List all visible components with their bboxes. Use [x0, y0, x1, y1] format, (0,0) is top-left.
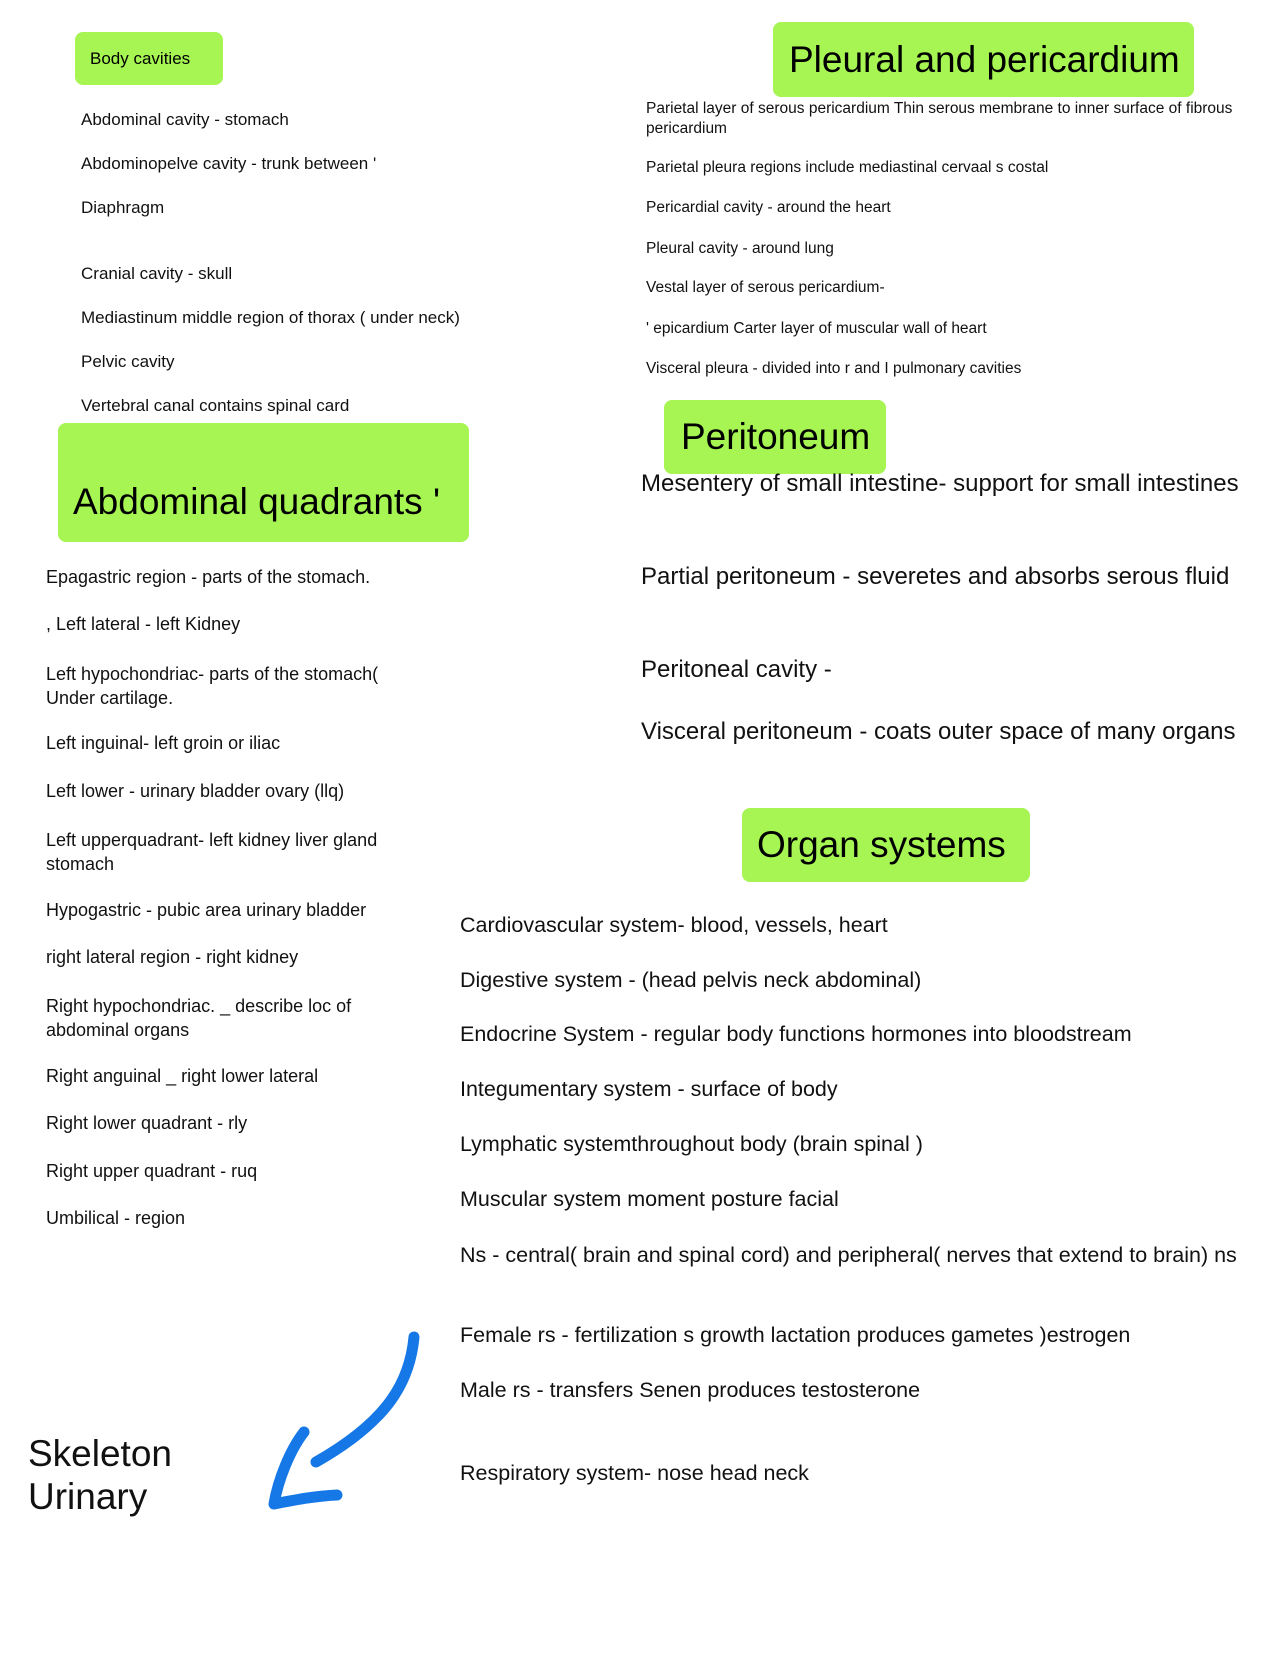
list-item: Pericardial cavity - around the heart: [646, 199, 891, 216]
list-item: Right anguinal _ right lower lateral: [46, 1066, 319, 1086]
list-item: Left hypochondriac- parts of the stomach( Under cartilage.: [46, 664, 379, 708]
list-item: Partial peritoneum - severetes and absorbs serous fluid: [641, 563, 1230, 590]
arrow-shaft: [316, 1337, 414, 1462]
list-item: Mediastinum middle region of thorax ( under neck): [81, 308, 460, 327]
list-item: Umbilical - region: [46, 1208, 186, 1228]
list-item: Visceral pleura - divided into r and I pulmonary cavities: [646, 360, 1022, 377]
list-item: Male rs - transfers Senen produces testosterone: [460, 1378, 921, 1402]
list-item: Parietal pleura regions include mediastinal cervaal s costal: [646, 159, 1049, 176]
arrow-icon: [250, 1320, 430, 1520]
arrow-head: [274, 1432, 337, 1504]
list-item: Left lower - urinary bladder ovary (llq): [46, 781, 345, 801]
list-item: Right upper quadrant - ruq: [46, 1161, 258, 1181]
list-item: Left inguinal- left groin or iliac: [46, 733, 281, 753]
heading-body-cavities: Body cavities: [75, 32, 223, 85]
handwritten-note: [28, 1432, 172, 1518]
list-item: Right lower quadrant - rly: [46, 1113, 248, 1133]
list-item: Right hypochondriac. _ describe loc of abdominal organs: [46, 996, 352, 1040]
list-item: ' epicardium Carter layer of muscular wall of heart: [646, 320, 987, 337]
list-item: Pelvic cavity: [81, 352, 175, 371]
list-item: Muscular system moment posture facial: [460, 1187, 839, 1211]
list-item: Peritoneal cavity -: [641, 656, 832, 683]
list-item: Cranial cavity - skull: [81, 264, 233, 283]
list-item: Visceral peritoneum - coats outer space of many organs: [641, 718, 1236, 745]
list-item: Left upperquadrant- left kidney liver gland stomach: [46, 830, 378, 874]
list-item: Integumentary system - surface of body: [460, 1077, 838, 1101]
list-item: Parietal layer of serous pericardium Thin serous membrane to inner surface of fibrous pericardium: [646, 100, 1233, 137]
heading-abdominal-quadrants: Abdominal quadrants ': [58, 423, 469, 542]
list-item: Hypogastric - pubic area urinary bladder: [46, 900, 367, 920]
list-item: Abdominopelve cavity - trunk between ': [81, 154, 377, 173]
list-item: Abdominal cavity - stomach: [81, 110, 289, 129]
list-item: Vestal layer of serous pericardium-: [646, 279, 885, 296]
note-line-skeleton: Skeleton: [28, 1433, 172, 1474]
list-item: right lateral region - right kidney: [46, 947, 299, 967]
list-item: Epagastric region - parts of the stomach.: [46, 567, 371, 587]
heading-peritoneum: Peritoneum: [664, 400, 886, 474]
list-item: Lymphatic systemthroughout body (brain spinal ): [460, 1132, 923, 1156]
list-item: Respiratory system- nose head neck: [460, 1461, 809, 1485]
list-item: Cardiovascular system- blood, vessels, heart: [460, 913, 888, 937]
list-item: Ns - central( brain and spinal cord) and peripheral( nerves that extend to brain) ns: [460, 1243, 1237, 1267]
list-item: Female rs - fertilization s growth lactation produces gametes )estrogen: [460, 1323, 1131, 1347]
note-line-urinary: Urinary: [28, 1476, 148, 1517]
list-item: Digestive system - (head pelvis neck abdominal): [460, 968, 922, 992]
list-item: , Left lateral - left Kidney: [46, 614, 241, 634]
heading-pleural-pericardium: Pleural and pericardium: [773, 22, 1194, 97]
list-item: Vertebral canal contains spinal card: [81, 396, 350, 415]
list-item: Mesentery of small intestine- support for small intestines: [641, 470, 1239, 497]
list-item: Endocrine System - regular body functions hormones into bloodstream: [460, 1022, 1132, 1046]
heading-organ-systems: Organ systems: [742, 808, 1030, 882]
list-item: Pleural cavity - around lung: [646, 240, 834, 257]
list-item: Diaphragm: [81, 198, 165, 217]
